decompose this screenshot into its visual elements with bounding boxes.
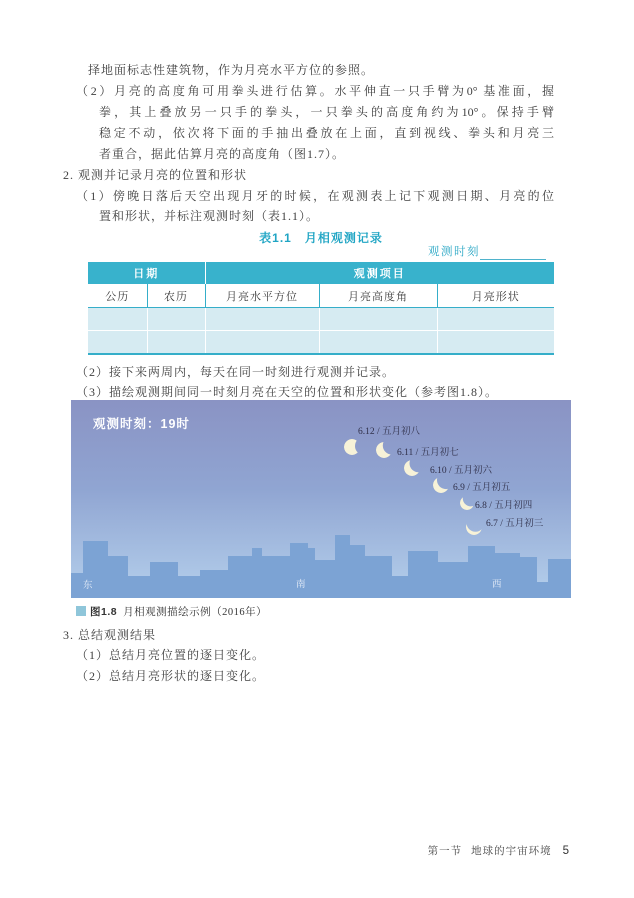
column-header-moon-azimuth: 月亮水平方位 [205,284,319,308]
moon-crescent-6-11 [376,442,392,458]
step-2-sub-1-text: 傍晚日落后天空出现月牙的时候，在观测表上记下观测日期、月亮的位 [112,189,554,203]
step-3-title: 总结观测结果 [78,628,157,642]
caption-square-icon [76,606,86,616]
step-3-sub-1: （1）总结月亮位置的逐日变化。 [76,648,266,662]
empty-cell [437,331,554,355]
column-header-moon-shape: 月亮形状 [437,284,554,308]
moon-label-6-8: 6.8 / 五月初四 [475,501,533,511]
moon-crescent-6-7 [466,519,482,535]
direction-label-west: 西 [492,579,502,590]
moon-crescent-6-10 [404,460,420,476]
moon-crescent-6-8 [460,496,474,510]
table-row [88,331,554,355]
step-2-number: 2. [63,168,74,182]
footer-section-title: 地球的宇宙环境 [471,846,552,857]
moon-crescent-6-12 [344,439,360,455]
observation-time-label: 观测时刻 [428,246,480,258]
step-2-sub-1-line-2: 置和形状，并标注观测时刻（表1.1）。 [99,209,320,223]
moon-label-6-12: 6.12 / 五月初八 [358,427,421,437]
item-2-2-line-4: 者重合，据此估算月亮的高度角（图1.7）。 [99,147,346,161]
column-header-moon-altitude: 月亮高度角 [319,284,437,308]
figure-1-8-caption [76,604,267,619]
empty-cell [147,331,205,355]
direction-label-east: 东 [83,580,93,591]
caption-text: 月相观测描绘示例（2016年） [123,607,268,618]
item-2-2-line-3: 稳定不动，依次将下面的手抽出叠放在上面，直到视线、拳头和月亮三 [99,126,554,140]
step-2-sub-3: （3）描绘观测期间同一时刻月亮在天空的位置和形状变化（参考图1.8）。 [76,385,499,399]
caption-figure-number: 图1.8 [90,606,118,618]
empty-cell [88,331,147,355]
step-3-heading [63,628,156,642]
observation-time-blank-line [480,247,546,260]
step-2-title: 观测并记录月亮的位置和形状 [78,168,248,182]
figure-1-8-illustration [71,400,571,598]
group-header-observation-items: 观测项目 [205,262,554,284]
item-2-2-line-2: 拳，其上叠放另一只手的拳头，一只拳头的高度角约为10°。保持手臂 [99,105,554,119]
table-row [88,308,554,331]
item-2-2-text-1: 月亮的高度角可用拳头进行估算。水平伸直一只手臂为0° 基准面，握 [114,84,554,98]
empty-cell [319,308,437,331]
page-footer [428,843,570,858]
empty-cell [437,308,554,331]
footer-section-number: 第一节 [427,846,463,857]
direction-label-south: 南 [296,579,306,590]
moon-label-6-11: 6.11 / 五月初七 [397,448,459,458]
moon-crescent-6-9 [433,477,449,493]
moon-label-6-7: 6.7 / 五月初三 [486,519,544,529]
item-2-2-number: （2） [76,84,115,98]
empty-cell [319,331,437,355]
empty-cell [147,308,205,331]
step-2-heading [63,168,247,182]
figure-observation-time-label: 观测时刻：19时 [93,417,190,431]
moon-phase-observation-table [88,262,554,355]
step-2-sub-1-line-1 [76,189,554,203]
moon-phase-sky-graphic [71,400,571,598]
step-3-number: 3. [63,628,74,642]
step-3-sub-2: （2）总结月亮形状的逐日变化。 [76,669,266,683]
page-number: 5 [562,845,570,857]
column-header-lunar-date: 农历 [147,284,205,308]
column-header-solar-date: 公历 [88,284,147,308]
step-2-sub-1-number: （1） [76,189,113,203]
observation-time-field [428,242,546,260]
paragraph-continuation-line: 择地面标志性建筑物，作为月亮水平方位的参照。 [88,63,375,77]
step-2-sub-2: （2）接下来两周内，每天在同一时刻进行观测并记录。 [76,365,396,379]
group-header-date: 日期 [88,262,205,284]
empty-cell [205,331,319,355]
table-1-1-title: 表1.1 月相观测记录 [259,231,383,245]
table-column-header-row [88,284,554,308]
moon-label-6-9: 6.9 / 五月初五 [453,483,511,493]
empty-cell [205,308,319,331]
item-2-2-line-1 [76,84,554,98]
empty-cell [88,308,147,331]
table-group-header-row [88,262,554,284]
moon-label-6-10: 6.10 / 五月初六 [430,466,493,476]
